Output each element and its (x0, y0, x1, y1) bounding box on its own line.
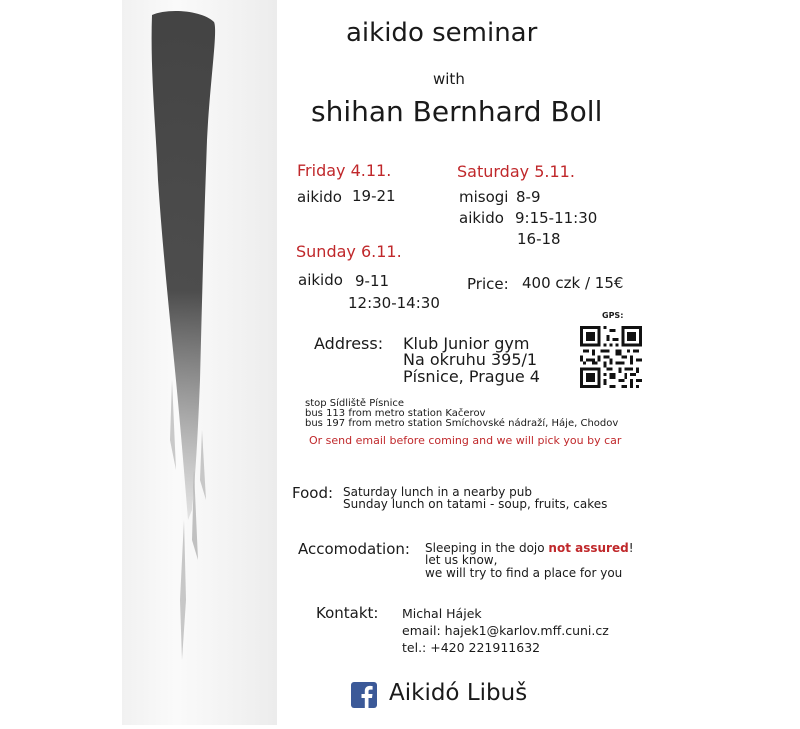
saturday-aikido-time-2: 16-18 (517, 230, 561, 248)
brush-stroke-image (122, 0, 277, 725)
gps-qr-code[interactable] (580, 326, 642, 388)
brush-stroke-panel (122, 0, 277, 725)
food-line-2: Sunday lunch on tatami - soup, fruits, cakes (343, 497, 608, 511)
contact-name: Michal Hájek (402, 606, 482, 621)
with-label: with (433, 70, 465, 88)
friday-activity-time: 19-21 (352, 187, 396, 205)
contact-email[interactable]: email: hajek1@karlov.mff.cuni.cz (402, 623, 609, 638)
address-line-2: Na okruhu 395/1 (403, 350, 538, 369)
sunday-heading: Sunday 6.11. (296, 242, 402, 261)
accommodation-line-3: we will try to find a place for you (425, 566, 623, 580)
contact-label: Kontakt: (316, 604, 379, 622)
saturday-misogi-label: misogi (459, 188, 509, 206)
address-line-1: Klub Junior gym (403, 334, 530, 353)
saturday-misogi-time: 8-9 (516, 188, 541, 206)
saturday-aikido-time: 9:15-11:30 (515, 209, 598, 227)
teacher-name: shihan Bernhard Boll (311, 95, 603, 128)
accommodation-warning: not assured (548, 541, 629, 555)
transport-bus-197: bus 197 from metro station Smíchovské nádraží, Háje, Chodov (305, 418, 619, 429)
price-label: Price: (467, 275, 509, 293)
facebook-page-name[interactable]: Aikidó Libuš (389, 680, 528, 706)
accommodation-label: Accomodation: (298, 540, 410, 558)
food-line-1: Saturday lunch in a nearby pub (343, 485, 533, 499)
contact-phone[interactable]: tel.: +420 221911632 (402, 640, 541, 655)
saturday-aikido-label: aikido (459, 209, 504, 227)
facebook-icon[interactable] (351, 682, 377, 708)
accommodation-text-post: ! (628, 541, 634, 555)
accommodation-text-pre: Sleeping in the dojo (425, 541, 549, 555)
price-value: 400 czk / 15€ (522, 274, 624, 292)
gps-qr-block (580, 311, 642, 388)
sunday-aikido-time: 9-11 (355, 272, 390, 290)
transport-bus-113: bus 113 from metro station Kačerov (305, 408, 486, 419)
pickup-note: Or send email before coming and we will pick you by car (309, 434, 622, 447)
food-label: Food: (292, 484, 334, 502)
address-line-3: Písnice, Prague 4 (403, 367, 540, 386)
accommodation-line-2: let us know, (425, 553, 498, 567)
address-label: Address: (314, 334, 384, 353)
sunday-aikido-label: aikido (298, 271, 343, 289)
transport-stop: stop Sídliště Písnice (305, 398, 405, 409)
seminar-title: aikido seminar (346, 18, 538, 48)
sunday-aikido-time-2: 12:30-14:30 (348, 294, 440, 312)
gps-label: GPS: (602, 311, 624, 320)
friday-activity-label: aikido (297, 188, 342, 206)
friday-heading: Friday 4.11. (297, 161, 392, 180)
saturday-heading: Saturday 5.11. (457, 162, 575, 181)
